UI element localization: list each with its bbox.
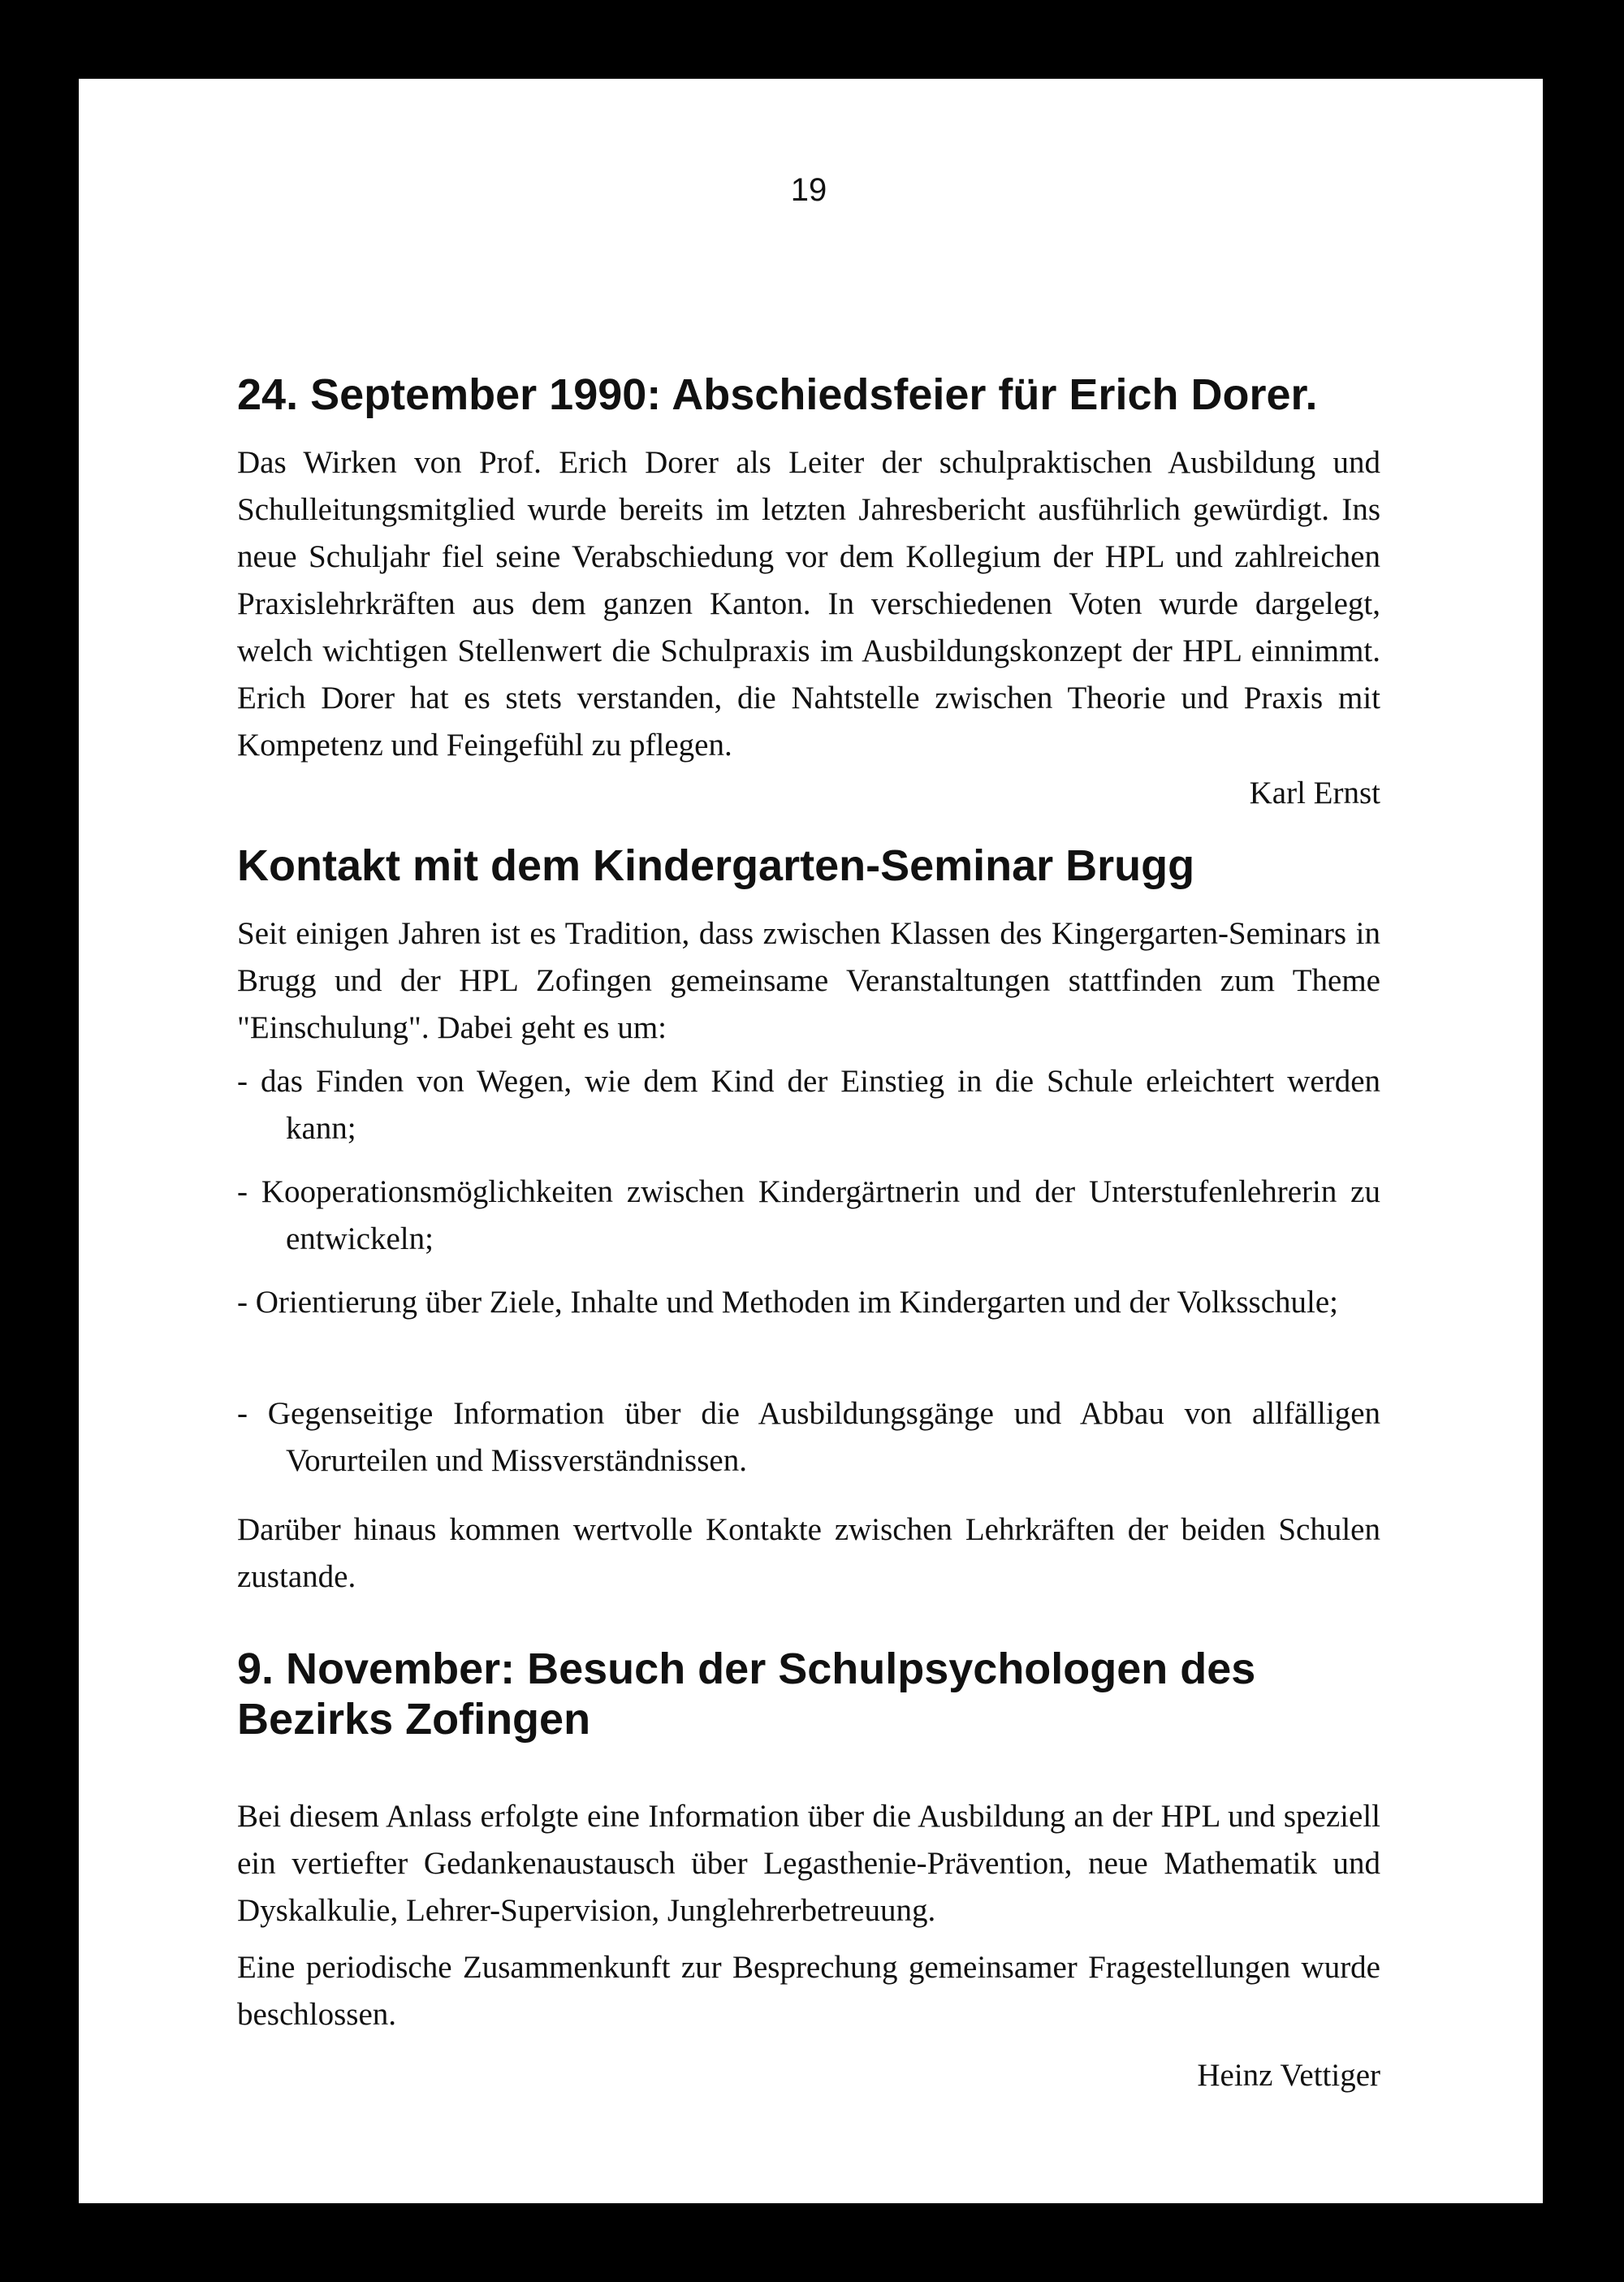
signature-heinz-vettiger: Heinz Vettiger	[1197, 2058, 1380, 2093]
section-closing-kindergarten: Darüber hinaus kommen wertvolle Kontakte zwischen Lehrkräften der beiden Schulen zustande.	[237, 1512, 1380, 1594]
section-paragraph-meeting: Eine periodische Zusammenkunft zur Besprechung gemeinsamer Fragestellungen wurde beschlossen.	[237, 1950, 1380, 2032]
section-heading-farewell: 24. September 1990: Abschiedsfeier für Erich Dorer.	[237, 370, 1318, 419]
page-number: 19	[790, 172, 827, 208]
section-paragraph-farewell: Das Wirken von Prof. Erich Dorer als Leiter der schulpraktischen Ausbildung und Schulleitungsmitglied wurde bereits im letzten Jahresbericht ausführlich gewürdigt. Ins neue Schuljahr fiel seine Verabschiedung vor dem Kollegium der HPL und zahlreichen Praxislehrkräften aus dem ganzen Kanton. In verschiedenen Voten wurde dargelegt, welch wichtigen Stellenwert die Schulpraxis im Ausbildungskonzept der HPL einnimmt. Erich Dorer hat es stets verstanden, die Nahtstelle zwischen Theorie und Praxis mit Kompetenz und Feingefühl zu pflegen.	[237, 445, 1380, 763]
signature-karl-ernst: Karl Ernst	[1249, 776, 1380, 810]
list-item: - das Finden von Wegen, wie dem Kind der Einstieg in die Schule erleichtert werden kann;	[237, 1064, 1380, 1146]
section-intro-kindergarten: Seit einigen Jahren ist es Tradition, dass zwischen Klassen des Kingergarten-Seminars in Brugg und der HPL Zofingen gemeinsame Veranstaltungen stattfinden zum Theme "Einschulung". Dabei geht es um:	[237, 916, 1380, 1045]
list-item: - Kooperationsmöglichkeiten zwischen Kindergärtnerin und der Unterstufenlehrerin zu entwickeln;	[237, 1174, 1380, 1256]
section-heading-kindergarten: Kontakt mit dem Kindergarten-Seminar Brugg	[237, 841, 1195, 890]
section-paragraph-psychologists: Bei diesem Anlass erfolgte eine Information über die Ausbildung an der HPL und speziell ein vertiefter Gedankenaustausch über Legasthenie-Prävention, neue Mathematik und Dyskalkulie, Lehrer-Supervision, Junglehrerbetreuung.	[237, 1799, 1380, 1928]
section-heading-psychologists: 9. November: Besuch der Schulpsychologen des Bezirks Zofingen	[237, 1645, 1256, 1744]
list-item: - Orientierung über Ziele, Inhalte und Methoden im Kindergarten und der Volksschule;	[237, 1285, 1338, 1320]
list-item: - Gegenseitige Information über die Ausbildungsgänge und Abbau von allfälligen Vorurteilen und Missverständnissen.	[237, 1396, 1380, 1478]
document-page	[79, 79, 1543, 2203]
